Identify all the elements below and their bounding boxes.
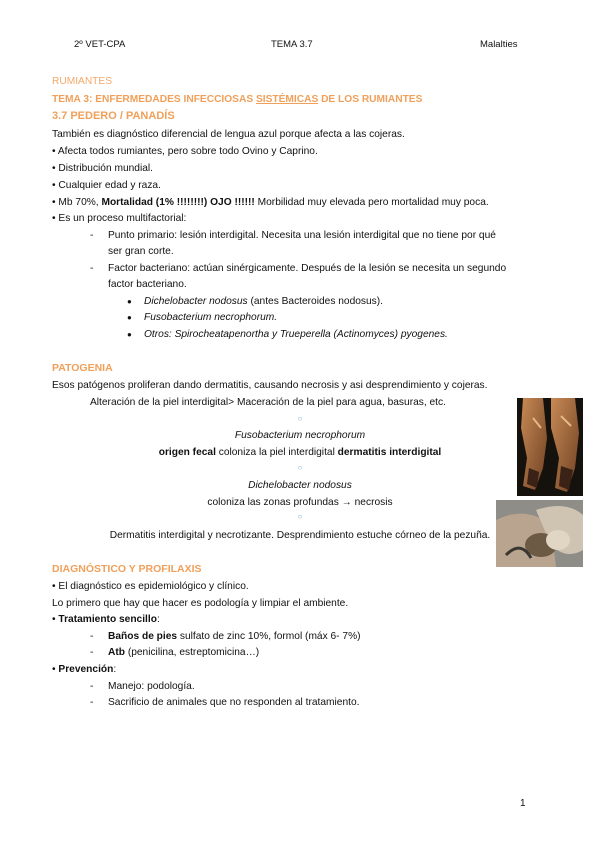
patogenia-line1: Esos patógenos proliferan dando dermatitis, causando necrosis y asi desprendimiento y cojeras. [52,380,488,391]
factor-2-line1: Factor bacteriano: actúan sinérgicamente. Después de la lesión se necesita un segundo [108,263,507,274]
colon: : [156,614,160,625]
fuso-bold1: origen fecal [158,447,216,458]
list-item [52,179,161,192]
dot: ● [127,330,132,339]
bullet: • [52,581,56,592]
bullet: • [52,180,56,191]
mb-bold: Mortalidad (1% !!!!!!!!) OJO !!!!!! [101,197,255,208]
hoof-photo-top-art [517,398,583,496]
sub-item [144,295,383,308]
page-number: 1 [520,798,526,809]
section-title: 3.7 PEDERO / PANADÍS [52,110,175,122]
hoof-photo-top [517,398,583,496]
mb-pre: Mb 70%, [58,197,102,208]
dash: - [90,263,94,274]
fuso-bold2: dermatitis interdigital [337,447,442,458]
patogenia-line2: Alteración de la piel interdigital> Maceración de la piel para agua, basuras, etc. [90,397,446,408]
bullet: • [52,197,56,208]
list-item [52,580,249,593]
sub1-italic: Dichelobacter nodosus [144,296,248,307]
bullet: • [52,664,56,675]
header-center: TEMA 3.7 [271,39,313,50]
bullet-text: Afecta todos rumiantes, pero sobre todo Ovino y Caprino. [57,146,318,157]
colon: : [113,664,117,675]
intro-text: También es diagnóstico diferencial de lengua azul porque afecta a las cojeras. [52,129,405,140]
bullet: • [52,163,56,174]
list-item [52,162,153,175]
diche-line: coloniza las zonas profundas → necrosis [207,497,393,508]
tema-suffix: DE LOS RUMIANTES [318,94,423,105]
fuso-mid: coloniza la piel interdigital [215,447,338,458]
atb-rest: (penicilina, estreptomicina…) [124,647,260,658]
factor-1-line2: ser gran corte. [108,246,174,257]
circle-bullet: ○ [297,463,303,472]
list-item [52,663,116,676]
bullet: • [52,146,56,157]
banos-rest: sulfato de zinc 10%, formol (máx 6- 7%) [177,631,361,642]
dash: - [90,697,94,708]
factor-1-line1: Punto primario: lesión interdigital. Necesita una lesión interdigital que no tiene por qué [108,230,496,241]
dash: - [90,631,94,642]
bullet: • [52,614,56,625]
circle-bullet: ○ [297,414,303,423]
subject-heading: RUMIANTES [52,76,112,87]
bullet: • [52,213,56,224]
fuso-line [50,446,550,459]
sub1-rest: (antes Bacteroides nodosus). [247,296,383,307]
prev-1: Manejo: podología. [108,681,195,692]
dash: - [90,647,94,658]
hoof-photo-bottom-art [496,500,583,567]
diag-title: DIAGNÓSTICO Y PROFILAXIS [52,563,202,575]
circle-bullet: ○ [297,512,303,521]
header-right: Malalties [480,39,518,50]
trat-label: Tratamiento sencillo [58,614,157,625]
tema-underlined: SISTÉMICAS [255,94,319,105]
bullet-text: Distribución mundial. [58,163,153,174]
dot: ● [127,297,132,306]
list-item [52,212,186,225]
dot: ● [127,313,132,322]
prev-2: Sacrificio de animales que no responden al tratamiento. [108,697,360,708]
hoof-photo-bottom [496,500,583,567]
atb-line [108,646,259,659]
list-item [52,145,318,158]
list-item [52,613,160,626]
patogenia-final: Dermatitis interdigital y necrotizante. Desprendimiento estuche córneo de la pezuña. [109,530,491,541]
factor-2-line2: factor bacteriano. [108,279,187,290]
header-left: 2º VET-CPA [74,39,126,50]
patogenia-title: PATOGENIA [52,362,113,374]
multifactorial-text: Es un proceso multifactorial: [58,213,187,224]
prev-label: Prevención [58,664,114,675]
diche-name: Dichelobacter nodosus [248,480,352,491]
bullet-text: Cualquier edad y raza. [58,180,161,191]
diag-l1: El diagnóstico es epidemiológico y clínico. [58,581,249,592]
diag-l2: Lo primero que hay que hacer es podología y limpiar el ambiente. [52,598,349,609]
mb-post: Morbilidad muy elevada pero mortalidad muy poca. [254,197,489,208]
fuso-name: Fusobacterium necrophorum [234,430,366,441]
sub-item: Otros: Spirocheatapenortha y Trueperella (Actinomyces) pyogenes. [144,329,448,340]
atb-bold: Atb [108,647,125,658]
tema-heading [52,93,422,106]
banos-bold: Baños de pies [108,631,178,642]
dash: - [90,230,94,241]
tema-prefix: TEMA 3: ENFERMEDADES INFECCIOSAS [52,94,256,105]
banos-line [108,630,361,643]
list-item [52,196,489,209]
sub-item: Fusobacterium necrophorum. [144,312,278,323]
dash: - [90,681,94,692]
